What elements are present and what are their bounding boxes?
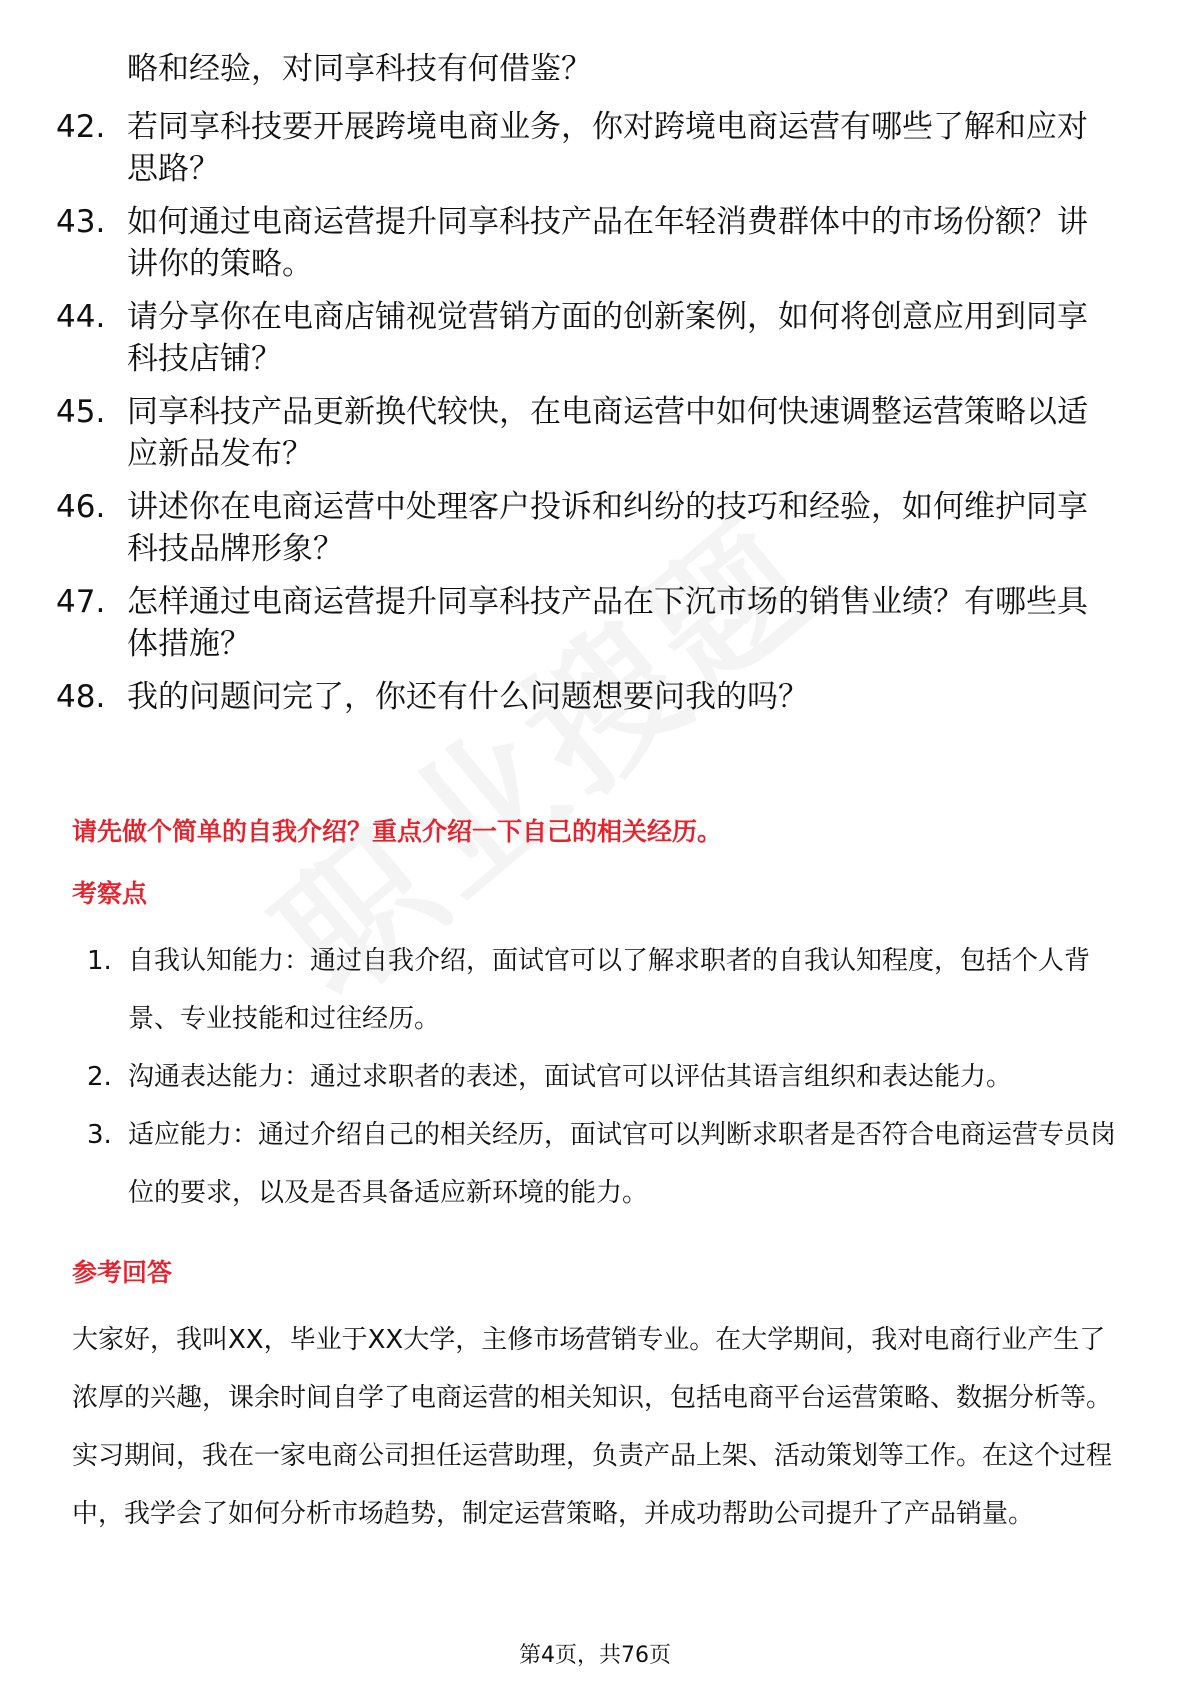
question-item	[56, 296, 1116, 380]
question-number: 45.	[56, 394, 106, 430]
question-text: 怎样通过电商运营提升同享科技产品在下沉市场的销售业绩？有哪些具体措施？	[127, 584, 1088, 662]
point-text: 适应能力：通过介绍自己的相关经历，面试官可以判断求职者是否符合电商运营专员岗位的要求，以及是否具备适应新环境的能力。	[128, 1120, 1117, 1208]
point-text: 沟通表达能力：通过求职者的表述，面试官可以评估其语言组织和表达能力。	[128, 1062, 1013, 1092]
question-number: 44.	[56, 299, 106, 335]
question-number: 43.	[56, 204, 106, 240]
interview-question-heading: 请先做个简单的自我介绍？重点介绍一下自己的相关经历。	[72, 817, 723, 846]
page-footer: 第4页，共76页	[519, 1643, 671, 1668]
question-text: 讲述你在电商运营中处理客户投诉和纠纷的技巧和经验，如何维护同享科技品牌形象？	[127, 489, 1088, 567]
question-text: 同享科技产品更新换代较快，在电商运营中如何快速调整运营策略以适应新品发布？	[127, 394, 1088, 472]
point-number: 2.	[87, 1062, 112, 1092]
point-number: 1.	[87, 946, 112, 976]
answer-text: 大家好，我叫XX，毕业于XX大学，主修市场营销专业。在大学期间，我对电商行业产生了浓厚的兴趣，课余时间自学了电商运营的相关知识，包括电商平台运营策略、数据分析等。实习期间，我在一家电商公司担任运营助理，负责产品上架、活动策划等工作。在这个过程中，我学会了如何分析市场趋势，制定运营策略，并成功帮助公司提升了产品销量。	[72, 1325, 1113, 1529]
question-item	[56, 486, 1116, 570]
question-item	[56, 581, 1116, 665]
point-number: 3.	[87, 1120, 112, 1150]
question-text: 我的问题问完了，你还有什么问题想要问我的吗？	[127, 679, 809, 715]
question-number: 42.	[56, 109, 106, 145]
question-text: 如何通过电商运营提升同享科技产品在年轻消费群体中的市场份额？讲讲你的策略。	[127, 204, 1088, 282]
question-number: 47.	[56, 584, 106, 620]
answer-heading: 参考回答	[72, 1258, 173, 1287]
question-text: 若同享科技要开展跨境电商业务，你对跨境电商运营有哪些了解和应对思路？	[127, 109, 1088, 187]
question-text: 请分享你在电商店铺视觉营销方面的创新案例，如何将创意应用到同享科技店铺？	[127, 299, 1088, 377]
question-continuation: 略和经验，对同享科技有何借鉴？	[127, 51, 592, 87]
question-number: 46.	[56, 489, 106, 525]
point-text: 自我认知能力：通过自我介绍，面试官可以了解求职者的自我认知程度，包括个人背景、专业技能和过往经历。	[128, 946, 1091, 1034]
point-item	[72, 932, 1122, 1048]
question-item	[56, 676, 1116, 718]
question-item	[56, 106, 1116, 190]
point-item	[72, 1048, 1122, 1106]
points-heading: 考察点	[72, 879, 148, 908]
question-item	[56, 391, 1116, 475]
question-item	[56, 201, 1116, 285]
question-number: 48.	[56, 679, 106, 715]
point-item	[72, 1106, 1122, 1222]
